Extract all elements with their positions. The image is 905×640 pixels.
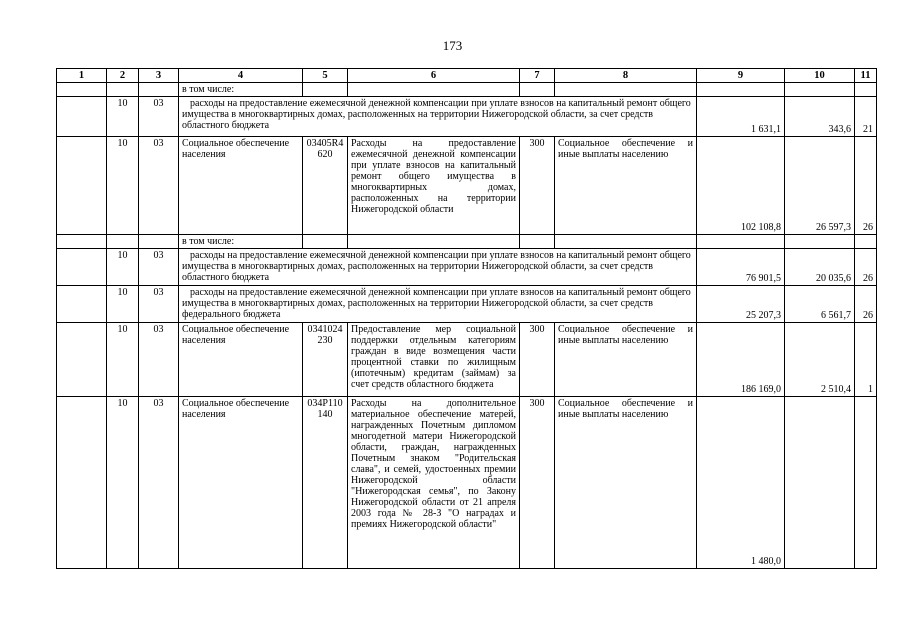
cell-amount-actual: 20 035,6 [785, 249, 855, 286]
cell-amount-plan: 1 631,1 [697, 97, 785, 137]
cell-section: 10 [107, 286, 139, 323]
cell-amount-plan: 1 480,0 [697, 397, 785, 569]
column-header: 10 [785, 69, 855, 83]
cell-description: расходы на предоставление ежемесячной денежной компенсации при уплате взносов на капитальный ремонт общего имущества в многоквартирных домах, расположенных на территории Нижегородской области, за счет средств областного бюджета [179, 97, 697, 137]
cell-expense-type: 300 [520, 137, 555, 235]
cell-section: 10 [107, 137, 139, 235]
column-header: 3 [139, 69, 179, 83]
column-header: 7 [520, 69, 555, 83]
cell-percent: 21 [855, 97, 877, 137]
column-header: 4 [179, 69, 303, 83]
cell-percent: 26 [855, 137, 877, 235]
cell-category: Социальное обеспечение населения [179, 137, 303, 235]
subheader-text: в том числе: [179, 83, 303, 97]
cell-expense-type: 300 [520, 323, 555, 397]
cell-percent: 26 [855, 286, 877, 323]
table-row [57, 97, 877, 137]
cell-amount-actual: 2 510,4 [785, 323, 855, 397]
table-row [57, 137, 877, 235]
cell-amount-actual: 343,6 [785, 97, 855, 137]
cell-target-code: 0341024230 [303, 323, 348, 397]
cell-amount-plan: 25 207,3 [697, 286, 785, 323]
table-row [57, 323, 877, 397]
column-header: 8 [555, 69, 697, 83]
cell-percent: 1 [855, 323, 877, 397]
column-header: 2 [107, 69, 139, 83]
cell-subsection: 03 [139, 97, 179, 137]
cell-subsection: 03 [139, 137, 179, 235]
cell-expense-name: Расходы на дополнительное материальное обеспечение матерей, награжденных Почетным дипломом многодетной матери Нижегородской области, граждан, награжденных Почетным знаком "Родительская слава", и семей, удостоенных премии Нижегородской области "Нижегородская семья", по Закону Нижегородской области от 21 апреля 2003 года № 28-З "О наградах и премиях Нижегородской области" [348, 397, 520, 569]
column-header: 9 [697, 69, 785, 83]
cell-category: Социальное обеспечение населения [179, 397, 303, 569]
subheader-text: в том числе: [179, 235, 303, 249]
cell-subsection: 03 [139, 397, 179, 569]
cell-amount-plan: 186 169,0 [697, 323, 785, 397]
cell-description: расходы на предоставление ежемесячной денежной компенсации при уплате взносов на капитальный ремонт общего имущества в многоквартирных домах, расположенных на территории Нижегородской области, за счет средств федерального бюджета [179, 286, 697, 323]
cell-expense-type: 300 [520, 397, 555, 569]
table-row-subheader [57, 83, 877, 97]
cell-amount-plan: 76 901,5 [697, 249, 785, 286]
column-header: 11 [855, 69, 877, 83]
cell-amount-actual [785, 397, 855, 569]
cell-subsection: 03 [139, 249, 179, 286]
column-header: 1 [57, 69, 107, 83]
cell-subsection: 03 [139, 286, 179, 323]
cell-amount-plan: 102 108,8 [697, 137, 785, 235]
cell-section: 10 [107, 97, 139, 137]
table-row [57, 397, 877, 569]
cell-target-code: 034P110140 [303, 397, 348, 569]
cell-percent [855, 397, 877, 569]
column-header: 6 [348, 69, 520, 83]
cell-expense-type-name: Социальное обеспечение и иные выплаты населению [555, 323, 697, 397]
cell-expense-type-name: Социальное обеспечение и иные выплаты населению [555, 397, 697, 569]
table-row [57, 249, 877, 286]
cell-expense-name: Предоставление мер социальной поддержки отдельным категориям граждан в виде возмещения части процентной ставки по жилищным (ипотечным) кредитам (займам) за счет средств областного бюджета [348, 323, 520, 397]
cell-amount-actual: 6 561,7 [785, 286, 855, 323]
column-header: 5 [303, 69, 348, 83]
cell-amount-actual: 26 597,3 [785, 137, 855, 235]
cell-target-code: 03405R4620 [303, 137, 348, 235]
cell-expense-name: Расходы на предоставление ежемесячной денежной компенсации при уплате взносов на капитальный ремонт общего имущества в многоквартирных домах, расположенных на территории Нижегородской области [348, 137, 520, 235]
budget-table [56, 68, 877, 569]
cell-subsection: 03 [139, 323, 179, 397]
table-row-subheader [57, 235, 877, 249]
cell-description: расходы на предоставление ежемесячной денежной компенсации при уплате взносов на капитальный ремонт общего имущества в многоквартирных домах, расположенных на территории Нижегородской области, за счет средств областного бюджета [179, 249, 697, 286]
cell-percent: 26 [855, 249, 877, 286]
cell-section: 10 [107, 323, 139, 397]
cell-expense-type-name: Социальное обеспечение и иные выплаты населению [555, 137, 697, 235]
column-header-row [57, 69, 877, 83]
cell-section: 10 [107, 397, 139, 569]
table-row [57, 286, 877, 323]
page-number: 173 [442, 38, 463, 53]
cell-section: 10 [107, 249, 139, 286]
cell-category: Социальное обеспечение населения [179, 323, 303, 397]
